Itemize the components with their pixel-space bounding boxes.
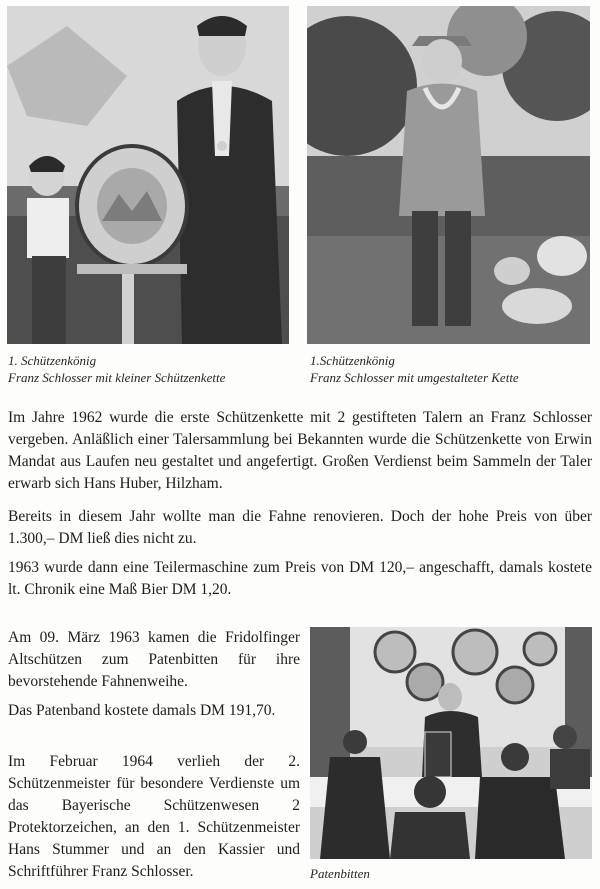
photo-2-caption <box>310 352 519 386</box>
photo-2-image <box>307 6 590 344</box>
paragraph-schuetzenkette-1962: Im Jahre 1962 wurde die erste Schützenkette mit 2 gestifteten Talern an Franz Schlosser vergeben. Anläßlich einer Talersammlung bei Bekannten wurde die Schützenkette von Erwin Mandat aus Laufen neu gestaltet und angefertigt. Großen Verdienst beim Sammeln der Taler erwarb sich Hans Huber, Hilzham. <box>8 409 592 492</box>
photo-2-caption-line1: 1.Schützenkönig <box>310 353 395 368</box>
photo-3-caption <box>310 865 370 882</box>
photo-1-image <box>7 6 289 344</box>
photo-2-caption-line2: Franz Schlosser mit umgestalteter Kette <box>310 370 519 385</box>
paragraph-protektorzeichen-1964: Im Februar 1964 verlieh der 2. Schützenmeister für besondere Verdienste um das Bayerische Schützenwesen 2 Protektorzeichen, an den 1. Schützenmeister Hans Stummer und an den Kassier und Schriftführer Franz Schlosser. <box>8 753 300 880</box>
photo-schuetzenkoenig-kleine-kette <box>7 6 289 344</box>
photo-schuetzenkoenig-umgestaltete-kette <box>307 6 590 344</box>
photo-3-image <box>310 627 592 859</box>
photo-3-caption-line1: Patenbitten <box>310 866 370 881</box>
photo-1-caption <box>8 352 225 386</box>
paragraph-patenband: Das Patenband kostete damals DM 191,70. <box>8 702 276 719</box>
photo-patenbitten <box>310 627 592 859</box>
paragraph-teilermaschine-1963: 1963 wurde dann eine Teilermaschine zum Preis von DM 120,– angeschafft, damals kostete lt. Chronik eine Maß Bier DM 1,20. <box>8 559 592 598</box>
paragraph-fahne-renovieren: Bereits in diesem Jahr wollte man die Fahne renovieren. Doch der hohe Preis von über 1.300,– DM ließ dies nicht zu. <box>8 508 592 547</box>
photo-1-caption-line1: 1. Schützenkönig <box>8 353 97 368</box>
photo-1-caption-line2: Franz Schlosser mit kleiner Schützenkette <box>8 370 226 385</box>
paragraph-patenbitten-1963: Am 09. März 1963 kamen die Fridolfinger Altschützen zum Patenbitten für ihre bevorstehende Fahnenweihe. <box>8 629 300 690</box>
